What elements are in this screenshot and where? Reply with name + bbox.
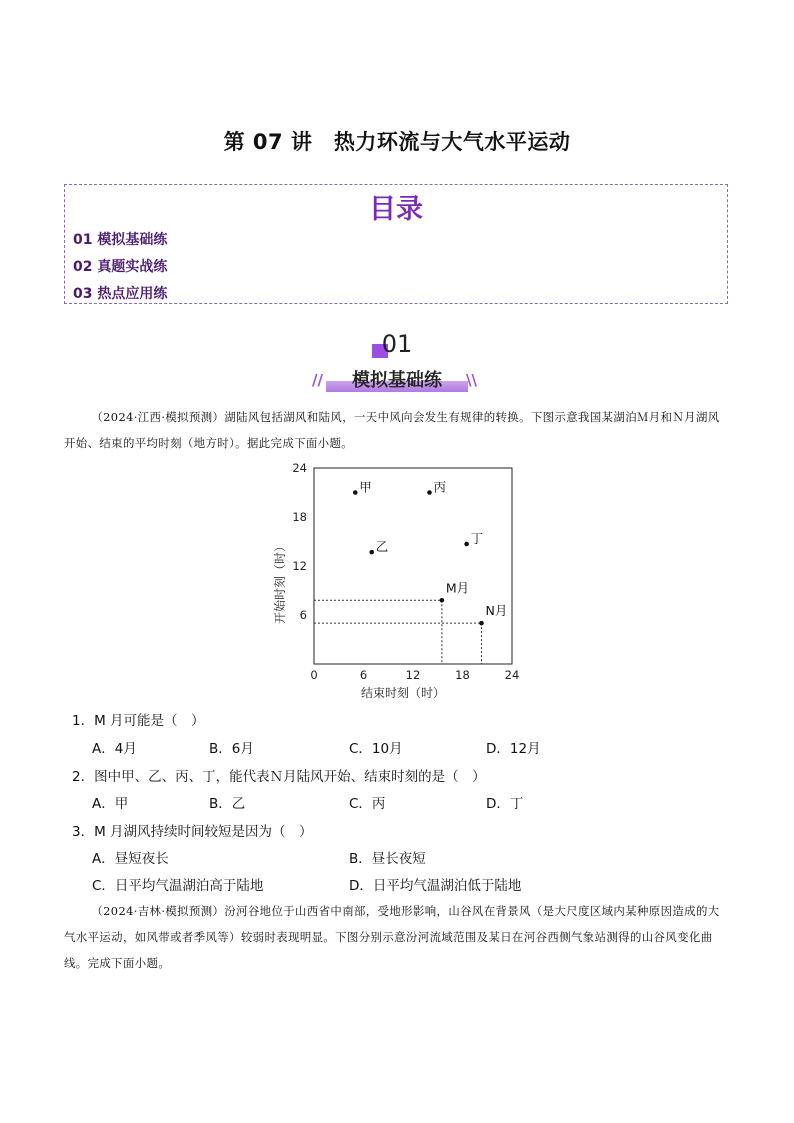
plot-frame [314,468,512,664]
x-tick-label: 18 [455,668,470,682]
point-label: 乙 [375,539,389,555]
q3-option-c[interactable]: C．日平均气温湖泊高于陆地 [92,878,264,894]
q2-option-b[interactable]: B．乙 [209,796,246,812]
question-2: 2．图中甲、乙、丙、丁，能代表Ｎ月陆风开始、结束时刻的是（ ） [72,769,486,785]
point-label: 丁 [470,530,484,546]
toc-item[interactable]: 02 真题实战练 [73,259,168,275]
data-point [440,598,445,603]
q1-option-d[interactable]: D．12月 [486,741,541,757]
toc-item[interactable]: 03 热点应用练 [73,286,168,302]
passage-valley-wind: （2024·吉林·模拟预测）汾河谷地位于山西省中南部，受地形影响，山谷风在背景风（是大尺度区域内某种原因造成的大气水平运动，如风带或者季风等）较弱时表现明显。下图分别示意汾河流域范围及某日在河谷西侧气象站测得的山谷风变化曲线。完成下面小题。 [64,904,720,970]
question-3: 3．M 月湖风持续时间较短是因为（ ） [72,824,313,840]
q2-option-c[interactable]: C．丙 [349,796,386,812]
table-of-contents [64,184,728,304]
q1-option-b[interactable]: B．6月 [209,741,254,757]
q2-option-d[interactable]: D．丁 [486,796,524,812]
x-tick-label: 6 [359,668,368,682]
data-point [427,490,432,495]
q3-option-b[interactable]: B．昼长夜短 [349,851,426,867]
section-title: 模拟基础练 [352,370,442,391]
y-tick-label: 24 [292,461,307,475]
toc-heading: 目录 [369,194,423,225]
section-right-mark: \\ [466,371,477,389]
q1-option-c[interactable]: C．10月 [349,741,403,757]
point-label: 甲 [359,479,372,495]
point-label: N月 [485,603,508,619]
page-title: 第 07 讲 热力环流与大气水平运动 [223,130,571,154]
x-tick-label: 12 [405,668,421,682]
lake-breeze-chart [262,460,532,705]
y-tick-label: 12 [292,559,307,573]
point-label: M月 [445,580,470,596]
section-left-mark: // [312,371,323,389]
data-point [369,550,374,555]
x-tick-label: 0 [310,668,318,682]
q1-option-a[interactable]: A．4月 [92,741,137,757]
question-1: 1．M 月可能是（ ） [72,713,205,729]
point-label: 丙 [433,479,447,495]
q3-option-d[interactable]: D．日平均气温湖泊低于陆地 [349,878,522,894]
x-axis-label: 结束时刻（时） [360,686,446,700]
data-point [353,490,358,495]
y-tick-label: 18 [292,510,307,524]
x-tick-label: 24 [504,668,520,682]
toc-item[interactable]: 01 模拟基础练 [73,232,168,248]
data-point [464,542,469,547]
y-axis-label: 开始时刻（时） [273,539,287,625]
passage-lake-land-breeze: （2024·江西·模拟预测）湖陆风包括湖风和陆风，一天中风向会发生有规律的转换。下图示意我国某湖泊Ｍ月和Ｎ月湖风开始、结束的平均时刻（地方时）。据此完成下面小题。 [64,410,720,450]
data-point [479,621,484,626]
y-tick-label: 6 [299,608,307,622]
q3-option-a[interactable]: A．昼短夜长 [92,851,169,867]
section-number: 01 [381,330,413,358]
q2-option-a[interactable]: A．甲 [92,796,129,812]
